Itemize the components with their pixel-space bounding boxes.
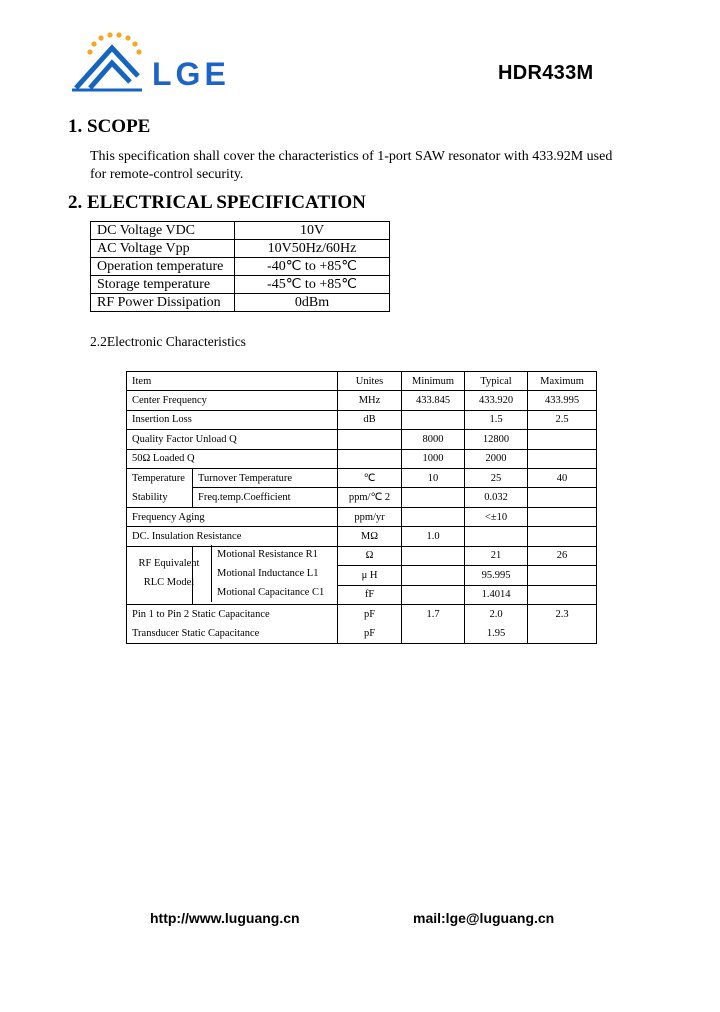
group-label-line1: Temperature [132, 472, 185, 484]
capacitance-max [528, 604, 597, 643]
table-row [127, 527, 597, 546]
cell-item: Motional Capacitance C1 [217, 587, 325, 598]
cell-item: Pin 1 to Pin 2 Static Capacitance [132, 608, 270, 620]
cell-units [338, 449, 402, 468]
cell-max: 433.995 [528, 391, 597, 410]
cell-item: Center Frequency [127, 391, 338, 410]
group-label-line2: RLC Model [143, 577, 195, 588]
rating-label: AC Voltage Vpp [91, 240, 235, 258]
cell-item: Frequency Aging [127, 507, 338, 526]
cell-max [528, 430, 597, 449]
rating-value: 10V50Hz/60Hz [235, 240, 390, 258]
scope-paragraph [90, 148, 690, 184]
table-row [127, 430, 597, 449]
cell-units: pF [363, 627, 376, 639]
cell-max [528, 488, 597, 508]
cell-item: Turnover Temperature [193, 468, 338, 488]
footer-website[interactable]: http://www.luguang.cn [150, 910, 300, 926]
cell-units: MHz [338, 391, 402, 410]
cell-max: 2.3 [555, 608, 569, 620]
cell-typ: 12800 [465, 430, 528, 449]
ratings-table [90, 221, 390, 312]
header-max: Maximum [528, 372, 597, 391]
cell-item: Motional Inductance L1 [217, 568, 319, 579]
cell-typ: 1.95 [486, 627, 506, 639]
cell-max: 2.5 [528, 410, 597, 429]
cell-units: fF [338, 585, 402, 604]
cell-min: 1.0 [402, 527, 465, 546]
header-item: Item [127, 372, 338, 391]
scope-heading: 1. SCOPE [68, 116, 151, 137]
table-row [91, 276, 390, 294]
rating-label: Operation temperature [91, 258, 235, 276]
cell-units: pF [363, 608, 376, 620]
cell-min: 8000 [402, 430, 465, 449]
rating-value: -40℃ to +85℃ [235, 258, 390, 276]
rating-label: Storage temperature [91, 276, 235, 294]
rating-value: 10V [235, 222, 390, 240]
table-header-row [127, 372, 597, 391]
cell-min: 1.7 [426, 608, 440, 620]
table-row [91, 240, 390, 258]
cell-units [338, 430, 402, 449]
cell-item: Motional Resistance R1 [217, 549, 318, 560]
rating-value: 0dBm [235, 294, 390, 312]
table-row [91, 294, 390, 312]
table-row [127, 488, 597, 508]
footer-email[interactable]: mail:lge@luguang.cn [413, 910, 555, 926]
cell-units: ppm/yr [338, 507, 402, 526]
cell-max [528, 585, 597, 604]
cell-typ: 2.0 [489, 608, 503, 620]
cell-min [402, 410, 465, 429]
cell-units: ℃ [338, 468, 402, 488]
cell-typ: 21 [465, 546, 528, 565]
cell-units: Ω [338, 546, 402, 565]
table-row [127, 391, 597, 410]
cell-typ [465, 527, 528, 546]
cell-item: DC. Insulation Resistance [127, 527, 338, 546]
cell-max: 40 [528, 468, 597, 488]
rlc-items-overlay [211, 545, 335, 602]
group-label-line2: Stability [132, 491, 168, 503]
cell-max [528, 566, 597, 585]
capacitance-items [127, 604, 338, 643]
cell-min [402, 624, 464, 643]
table-row [127, 507, 597, 526]
cell-item: Freq.temp.Coefficient [193, 488, 338, 508]
cell-max [528, 449, 597, 468]
characteristics-title: 2.2Electronic Characteristics [90, 334, 246, 349]
cell-max [528, 527, 597, 546]
cell-min: 433.845 [402, 391, 465, 410]
cell-min [402, 585, 465, 604]
table-row [127, 468, 597, 488]
cell-max [528, 624, 596, 643]
cell-units: MΩ [338, 527, 402, 546]
characteristics-table [126, 371, 597, 644]
cell-item: Transducer Static Capacitance [132, 627, 260, 639]
table-row [91, 222, 390, 240]
header-typ: Typical [465, 372, 528, 391]
cell-min [402, 546, 465, 565]
cell-item: Insertion Loss [127, 410, 338, 429]
cell-units: μ H [338, 566, 402, 585]
table-row [127, 410, 597, 429]
cell-typ: 433.920 [465, 391, 528, 410]
cell-typ: 25 [465, 468, 528, 488]
header-units: Unites [338, 372, 402, 391]
product-code: HDR433M [498, 62, 594, 84]
group-label-line1: RF Equivalent [138, 558, 200, 569]
table-row [127, 449, 597, 468]
table-row [91, 258, 390, 276]
rlc-label-overlay [127, 545, 211, 602]
cell-min: 1000 [402, 449, 465, 468]
capacitance-typ [465, 604, 528, 643]
company-logo [72, 30, 252, 96]
rating-label: RF Power Dissipation [91, 294, 235, 312]
cell-item: 50Ω Loaded Q [127, 449, 338, 468]
rating-value: -45℃ to +85℃ [235, 276, 390, 294]
cell-max: 26 [528, 546, 597, 565]
cell-typ: 2000 [465, 449, 528, 468]
cell-item: Quality Factor Unload Q [127, 430, 338, 449]
electrical-heading: 2. ELECTRICAL SPECIFICATION [68, 192, 366, 213]
rating-label: DC Voltage VDC [91, 222, 235, 240]
logo-text: LGE [152, 56, 230, 92]
temperature-stability-group-label [127, 468, 193, 507]
cell-units: dB [338, 410, 402, 429]
capacitance-units [338, 604, 402, 643]
cell-typ: <±10 [465, 507, 528, 526]
cell-typ: 1.5 [465, 410, 528, 429]
scope-paragraph-line1: This specification shall cover the characteristics of 1-port SAW resonator with 433.92M used [90, 149, 613, 164]
scope-paragraph-line2: for remote-control security. [90, 167, 244, 182]
cell-min [402, 566, 465, 585]
cell-typ: 95.995 [465, 566, 528, 585]
cell-min [402, 488, 465, 508]
header-min: Minimum [402, 372, 465, 391]
cell-min: 10 [402, 468, 465, 488]
table-row [127, 604, 597, 643]
cell-typ: 1.4014 [465, 585, 528, 604]
cell-typ: 0.032 [465, 488, 528, 508]
cell-max [528, 507, 597, 526]
cell-units: ppm/℃ 2 [338, 488, 402, 508]
capacitance-min [402, 604, 465, 643]
cell-min [402, 507, 465, 526]
